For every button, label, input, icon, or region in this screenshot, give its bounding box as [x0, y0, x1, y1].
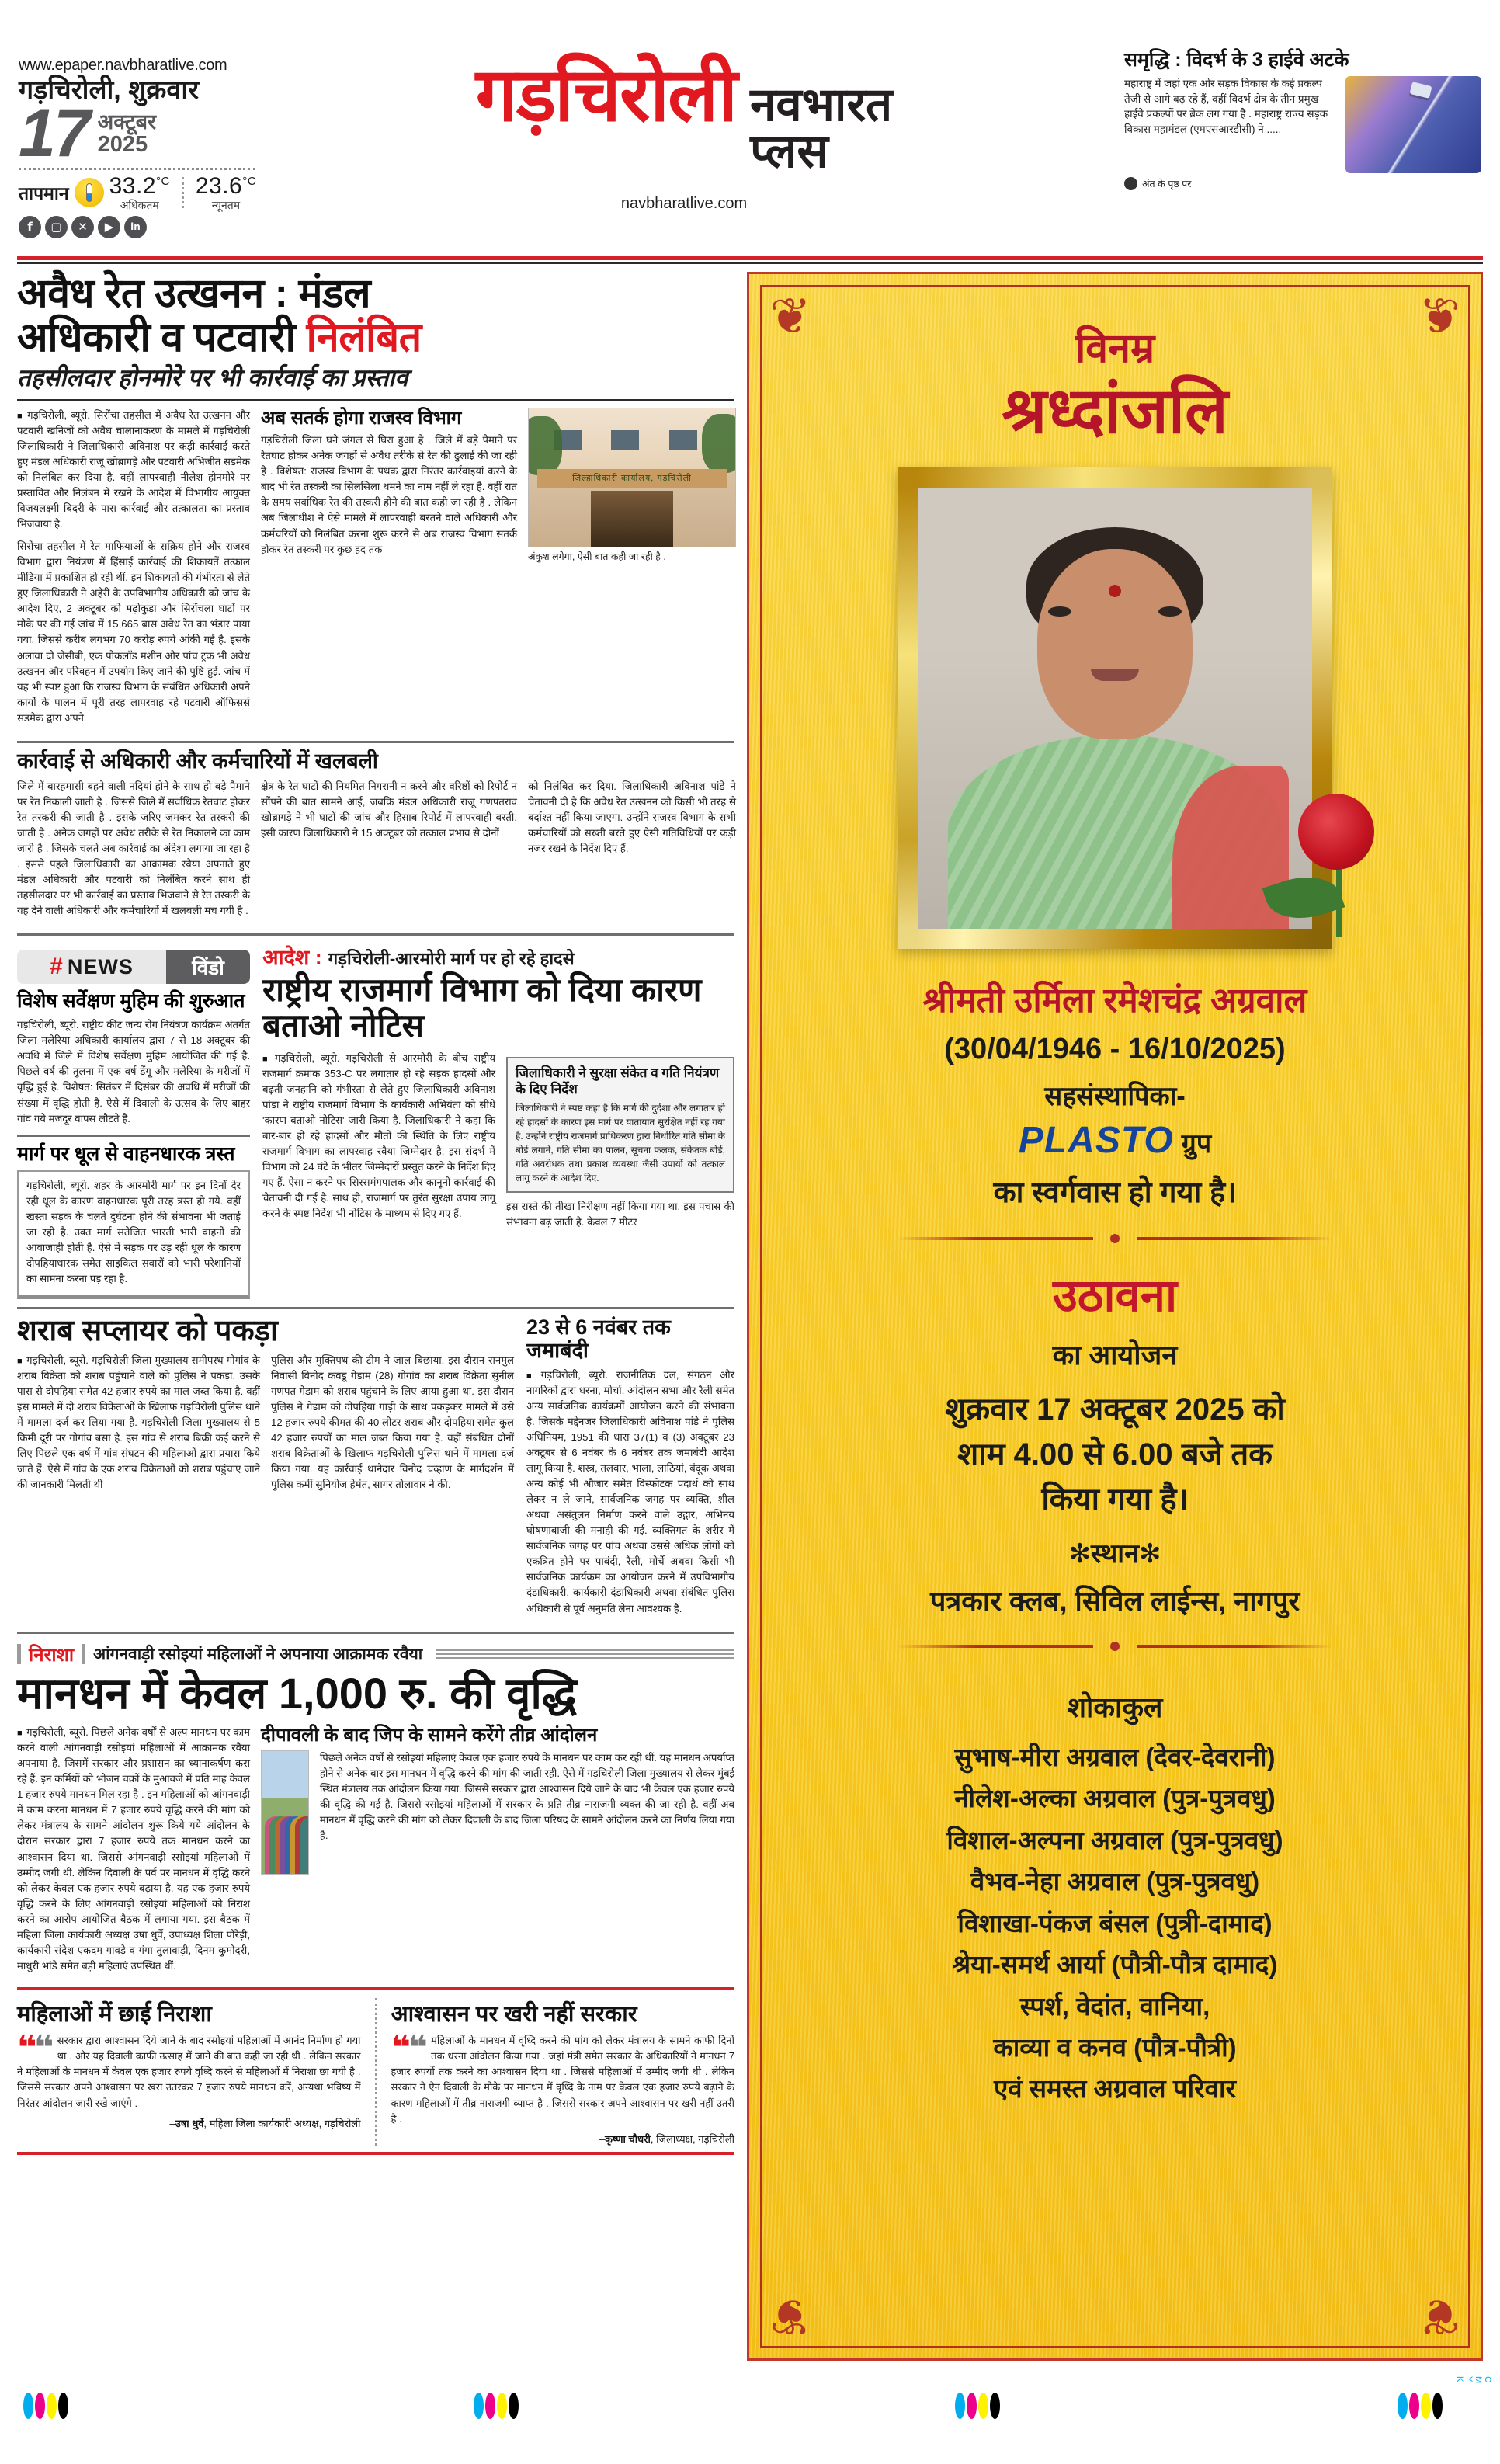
brief-headline: विशेष सर्वेक्षण मुहिम की शुरुआत — [17, 990, 245, 1013]
anganwadi-kicker — [17, 1642, 734, 1667]
newspaper-logo — [252, 43, 1116, 213]
promo-headline: समृद्धि : विदर्भ के 3 हाईवे अटके — [1124, 49, 1349, 71]
liquor-column-1: ■ गड़चिरोली, ब्यूरो. गड़चिरोली जिला मुख्यालय समीपस्थ गोगांव के शराब विक्रेता को शराब पहुंचाने वाले को पुलिस ने पकड़ा. उसके पास से दोपहिया समेत 42 हजार रुपये का माल जब्त किया है. वहीं इस मामले में दो शराब विक्रेताओं के खिलाफ गड़चिरोली पुलिस थाने में मामला दर्ज कर लिया गया है. गड़चिरोली जिला मुख्यालय से 5 किमी दूरी पर गोगांव बसा है. इस गांव से शराब बिक्री कई करने से लिए पिछले एक वर्ष में गांव संघटन की महिलाओं द्वारा प्रयास किये जाते हैं. ऐसे में गांव के एक शराब विक्रेताओं को शराब पहुंचाए जाने की जानकारी मिलती थी — [17, 1353, 260, 1500]
masthead-left-info — [19, 43, 257, 238]
divider — [17, 1307, 734, 1309]
jamabandi-body: ■ गड़चिरोली, ब्यूरो. राजनीतिक दल, संगठन और नागरिकों द्वारा धरना, मोर्चा, आंदोलन सभा और रैली समेत अन्य सार्वजनिक कार्यक्रमों आयोजन करने की संभावना है. जिसके मद्देनजर जिलाधिकारी अविनाश पांडे ने पुलिस अधिनियम, 1951 की धारा 37(1) व (3) अक्टूबर 23 अक्टूबर से 6 नवंबर के 6 नवंबर तक जमाबंदी आदेश लागू किया है. शस्त्र, तलवार, भाला, लाठियां, बंदूक अथवा अन्य कोई भी औजार समेत विस्फोटक पदार्थ को साथ लेकर न ले जाने, सार्वजनिक जगह पर व्यक्ति, शील अथवा असंतुलन निर्माण करने वाले उद्गार, अभिनय घोषणाबाजी की मनाही की गई. व्यक्तिगत के शरीर में सार्वजनिक जगह पर पांच अथवा उससे अधिक लोगों को एकत्रित होने पर पाबंदी, रैली, मोर्चे अथवा किसी भी सार्वजनिक कार्यक्रम का आयोजन करने में उपविभागीय दंडाधिकारी, कार्यकारी दंडाधिकारी अथवा संबंधित पुलिस अधिकारी से पूर्व अनुमति लेना आवश्यक है. — [526, 1368, 734, 1617]
instagram-icon[interactable]: ▢ — [45, 216, 68, 238]
kicker-text: आंगनवाड़ी रसोइयां महिलाओं ने अपनाया आक्रामक रवैया — [93, 1646, 423, 1664]
highlight-note — [506, 1057, 734, 1194]
uthawana-subtitle: का आयोजन — [1052, 1338, 1178, 1371]
social-links[interactable] — [19, 216, 252, 238]
highway-extra-text: इस रास्ते की तीखा निरीक्षण नहीं किया गया था. इस पचास की संभावना बढ़ जाती है. केवल 7 मीटर — [506, 1201, 734, 1229]
uthawana-datetime: शुक्रवार 17 अक्टूबर 2025 को शाम 4.00 से 6.00 बजे तक किया गया है। — [945, 1392, 1285, 1517]
divider-red-thick — [17, 256, 1483, 260]
quote-headline: आश्वासन पर खरी नहीं सरकार — [391, 2002, 637, 2028]
quote-block — [17, 1998, 361, 2146]
mourner-entry: वैभव-नेहा अग्रवाल (पुत्र-पुत्रवधु) — [970, 1867, 1260, 1896]
kicker-label: निराशा — [29, 1644, 75, 1666]
date-month: अक्टूबर — [97, 110, 157, 134]
quote-text: ❝❝ महिलाओं के मानधन में वृध्दि करने की मांग को लेकर मंत्रालय के सामने काफी दिनों तक धरना आंदोलन किया गया . जहां मंत्री समेत सरकार के अधिकारियों ने मानधन 7 हजार रुपयों तक करने का आश्वासन दिया था . जिससे महिलाओं में उम्मीद जगी थी . लेकिन सरकार ने ऐन दिवाली के मौके पर मानधन में वृध्दि के नाम पर केवल एक हजार रुपये बढ़ाने के कारण महिलाओं में तीव्र नाराजगी व्याप्त है . जिससे सरकार अपने आश्वासन पर खरी नहीं उतरी है . — [391, 2029, 734, 2125]
story-column-2 — [261, 408, 517, 733]
story-paragraph: गड़चिरोली जिला घने जंगल से घिरा हुआ है . जिले में बड़े पैमाने पर रेतघाट होकर अनेक जगहों से अवैध तरीके से रेत की ढुलाई की जा रही है . विशेषत: राजस्व विभाग के पथक द्वारा निरंतर कार्रवाइयां करने के बाद भी रेत तस्करी का सिलसिला थमने का नाम नहीं ले रहा है. वहीं रात के समय सर्वाधिक रेत की तस्करी होने की बात कही जा रही है . लेकिन अब जिलाधीश ने ऐसे मामले में लापरवाही बरतने वाले अधिकारी और कर्मचरियों को निलंबित करना शुरू करने से अब राजस्व विभाग सतर्क होकर रेत तस्करी पर कुछ हद तक — [261, 434, 517, 555]
story-column-3 — [528, 408, 736, 733]
kicker-text: गड़चिरोली-आरमोरी मार्ग पर हो रहे हादसे — [328, 949, 575, 969]
temperature-widget — [19, 172, 257, 211]
story-column-1 — [17, 408, 250, 733]
divider — [17, 933, 734, 936]
portrait-frame — [898, 467, 1332, 949]
jamabandi-headline: 23 से 6 नवंबर तक जमाबंदी — [526, 1315, 671, 1363]
mourner-entry: नीलेश-अल्का अग्रवाल (पुत्र-पुत्रवधु) — [954, 1784, 1276, 1813]
anganwadi-column-1: ■ गड़चिरोली, ब्यूरो. पिछले अनेक वर्षों से अल्प मानधन पर काम करने वाली आंगनवाड़ी रसोइयां महिलाओं में आक्रामक रवैया अपनाया है. जिसमें सरकार और प्रशासन का ध्यानाकर्षण करा रहे हैं. इन कर्मियों को भोजन चक्रों के मुआवजे में प्रति माह केवल 1 हजार रुपये मानधन मिल रहा है . इन महिलाओं को आंगनवाड़ी में काम करना मानधन में 7 हजार रुपये वृद्धि करने की मांग को लेकर मंत्रालय के सामने आंदोलन शुरू किये गये आंदोलन के दौरान सरकार द्वारा 7 हजार रुपये तक मानधन करने का आश्वासन दिया था. जिससे आंगनवाड़ी रसोइयां महिलाओं में उम्मीद जगी थी. लेकिन दिवाली के पर्व पर मानधन में वृद्धि करने को लेकर केवल एक हजार रुपये बढ़ाया है. यह एक हजार रुपये वृद्धि करने के लिए आंगनवाड़ी रसोइयां महिलाओं को निराश करने का आरोप आयोजित बैठक में लगाया गया. इस बैठक में महिला जिला कार्यकारी अध्यक्ष उषा धुर्वे, उपाध्यक्ष शिला पोरेड़ी, कार्यकारी संदेश एकदम गावड़े व गंगा तुलावाड़ी, दिनम कुमोदरी, माधुरी भांडे समेत बड़ी महिलाएं उपस्थित थीं. — [17, 1725, 250, 1981]
ornament-divider — [898, 1636, 1332, 1656]
promo-continuation: अंत के पृष्ठ पर — [1142, 179, 1192, 189]
mourner-entry: काव्या व कनव (पौत्र-पौत्री) — [993, 2033, 1237, 2062]
mourner-entry: विशाखा-पंकज बंसल (पुत्री-दामाद) — [957, 1908, 1273, 1937]
arrow-badge-icon — [1124, 177, 1137, 190]
temperature-max-value: $33.2^{^\circ C}$ — [109, 172, 170, 199]
news-column — [17, 272, 747, 2361]
ornament-corner-icon: ❦ — [1418, 288, 1460, 346]
anganwadi-women-group-photo — [261, 1750, 309, 1875]
mourner-entry: एवं समस्त अग्रवाल परिवार — [993, 2074, 1237, 2104]
story-paragraph: को निलंबित कर दिया. जिलाधिकारी अविनाश पांडे ने चेतावनी दी है कि अवैध रेत उत्खनन को किसी भी तरह से बर्दाश्त नहीं किया जाएगा. उन्होंने राजस्व विभाग के सभी कर्मचारियों को सख्ती बरते हुए ऐसी गतिविधियों पर कड़ी नजर रखने के निर्देश दिए हैं. — [528, 780, 736, 854]
venue-label: ✻स्थान✻ — [1068, 1538, 1161, 1569]
divider-dotted-vertical — [182, 177, 184, 208]
brief-body-2: गड़चिरोली, ब्यूरो. शहर के आरमोरी मार्ग पर इन दिनों देर रही धूल के कारण वाहनधारक पूरी तरह त्रस्त हो गये. वहीं खस्ता सड़क के चलते दुर्घटना होने की संभावना भी जताई जा रही है. उक्त मार्ग सतेजित भारती भारी वाहनों की आवाजाही होती है. ऐसे में सड़क पर उड़ रही धूल के कारण दोपहियाधारक समेत साइकिल सवारों को भारी परेशानियों का सामना करना पड़ रहा है. — [17, 1170, 250, 1299]
cmyk-mark — [23, 2393, 68, 2419]
quote-attribution: –कृष्णा चौधरी, जिलाध्यक्ष, गड़चिरोली — [599, 2132, 734, 2145]
promo-teaser[interactable] — [1116, 43, 1481, 190]
cmyk-mark — [955, 2393, 1000, 2419]
ornament-corner-icon: ❦ — [769, 2287, 811, 2344]
hash-icon: # — [50, 954, 63, 980]
temperature-label: तापमान — [19, 182, 69, 203]
mourner-entry: स्पर्श, वेदांत, वानिया, — [1019, 1991, 1210, 2021]
divider-red — [17, 2152, 734, 2155]
linkedin-icon[interactable]: in — [124, 216, 147, 238]
mourner-entry: श्रेया-समर्थ आर्या (पौत्री-पौत्र दामाद) — [952, 1950, 1278, 1979]
mourners-label: शोकाकुल — [1067, 1691, 1163, 1723]
ornament-corner-icon: ❦ — [1418, 2287, 1460, 2344]
logo-city-name: गड़चिरोली — [475, 54, 737, 137]
window-label: विंडो — [166, 950, 250, 984]
quote-attribution: –उषा धुर्वे, महिला जिला कार्यकारी अध्यक्ष, गड़चिरोली — [169, 2117, 361, 2129]
logo-brand-name: नवभारत प्लस — [750, 78, 893, 177]
story-paragraph: जिले में बारहमासी बहने वाली नदियां होने के साथ ही बड़े पैमाने पर रेत निकाली जाती है . जिससे जिले में सर्वाधिक रेतघाट होकर रेत तस्करी की जाती है . इसके जरिए जमकर रेत तस्करी की जाती है . अनेक जगहों पर अवैध तरीके से रेत निकालने का काम जारी है . जिसके चलते अब कार्रवाई का अंदेशा लगाया जा रहा है . इससे पहले जिलाधिकारी का आक्रामक रवैया अपनाते हुए मंडल अधिकारी और पटवारी को निलंबित करने साथ ही तहसीलदार पर भी कार्रवाई का प्रस्ताव भिजवाने से रेत तस्करी के यह देने वाली अधिकारी और कर्मचारियों में खलबली मच गयी है . — [17, 780, 250, 917]
obituary-advertisement — [747, 272, 1483, 2361]
kicker-label: आदेश : — [262, 946, 322, 970]
obituary-title: श्रध्दांजलि — [1002, 376, 1228, 447]
story-column-1 — [17, 779, 250, 926]
brand-site-url[interactable]: navbharatlive.com — [620, 195, 748, 212]
jamabandi-story — [526, 1315, 734, 1623]
quote-block — [391, 1998, 735, 2146]
anganwadi-story — [17, 1642, 734, 2155]
print-registration-marks — [0, 2375, 1500, 2424]
liquor-headline: शराब सप्लायर को पकड़ा — [17, 1315, 278, 1348]
note-headline: जिलाधिकारी ने सुरक्षा संकेत व गति नियंत्रण के दिए निर्देश — [516, 1065, 720, 1096]
decorative-lines — [436, 1649, 734, 1659]
secondary-story-body — [17, 779, 734, 926]
cmyk-mark — [1398, 2393, 1443, 2419]
deceased-dates: (30/04/1946 - 16/10/2025) — [944, 1032, 1286, 1065]
x-twitter-icon[interactable]: ✕ — [71, 216, 94, 238]
news-video-block — [17, 942, 250, 1299]
lead-subheadline: तहसीलदार होनमोरे पर भी कार्रवाई का प्रस्ताव — [17, 364, 408, 392]
story-paragraph: सिरोंचा तहसील में रेत माफियाओं के सक्रिय होने और राजस्व विभाग द्वारा नियंत्रण में हिंसाई कार्रवाई की शिकायतें तत्काल मीडिया में प्रकाशित हो रही थीं. इन शिकायतों की गंभीरता से लेते हुए जिलाधिकारी ने अहेरी के उपविभागीय अधिकारी को जांच के आदेश दिए, 2 अक्टूबर को मढ़ोकुड़ा और सिरोंचला घाटों पर मौके पर की गई जांच में 15,665 ब्रास अवैध रेत का भंडार पाया गया. जिससे करीब लगभग 70 करोड़ रुपये आंकी गई है. इसके अलावा दो जेसीबी, एक पोकलॉंड मशीन और पांच ट्रक भी अवैध उत्खनन और परिवहन में उपयोग किए जाने की पुष्टि हुई. जांच में यह भी स्पष्ट हुआ कि राजस्व विभाग के संबंधित अधिकारी अपने कार्यों के पालन में पूरी तरह लापरवाह रहे पटवारी ऑफिसर्स सडमेक द्वारा अपने — [17, 540, 250, 724]
quote-mark-icon: ❝❝ — [17, 2029, 51, 2068]
story-column-2 — [261, 779, 517, 926]
brief-headline-2: मार्ग पर धूल से वाहनधारक त्रस्त — [17, 1142, 235, 1165]
news-label: NEWS — [67, 954, 134, 978]
edition-city-day: गड़चिरोली, शुक्रवार — [19, 75, 200, 105]
temperature-min-value: $23.6^{^\circ C}$ — [195, 172, 257, 199]
deceased-role: सहसंस्थापिका- — [1044, 1081, 1186, 1111]
anganwadi-column-2 — [261, 1725, 734, 1981]
thermometer-icon — [75, 178, 104, 207]
divider — [17, 1632, 734, 1634]
quote-headline: महिलाओं में छाई निराशा — [17, 2002, 212, 2028]
story-subhead: अब सतर्क होगा राजस्व विभाग — [261, 407, 462, 429]
brand-suffix: ग्रुप — [1181, 1128, 1212, 1159]
note-text: जिलाधिकारी ने स्पष्ट कहा है कि मार्ग की दुर्दशा और लगातार हो रहे हादसों के कारण इस मार्ग पर यातायात सुरक्षित नहीं रह गया है. उन्होंने राष्ट्रीय राजमार्ग प्राधिकरण द्वारा निर्धारित गति सीमा के बोर्ड लगाने, गति सीमा का पालन, सूचना फलक, संकेतक बोर्ड, गति अवरोधक तथा प्रकाश व्यवस्था जैसी उपायों को तत्काल लागू करने के आदेश दिए. — [516, 1103, 725, 1184]
quote-mark-icon: ❝❝ — [391, 2029, 425, 2068]
ornament-divider — [898, 1229, 1332, 1249]
date-year: 2025 — [97, 132, 148, 158]
brief-body: गड़चिरोली, ब्यूरो. राष्ट्रीय कीट जन्य रोग नियंत्रण कार्यक्रम अंतर्गत जिला मलेरिया अधिकारी कार्यालय द्वारा 7 से 18 अक्टूबर की अवधि में जिले में विशेष सर्वेक्षण मुहिम आयोजित की गई है. पिछले वर्ष की तुलना में एक वर्ष डेंगू और मलेरिया के मरीजों में वृद्धि हुई है. विशेषत: सितंबर में दिसंबर की अवधि में मरीजों की संख्या में वृद्धि होती है. ऐसे में दिवाली के उत्सव के लिए बाहर गांव गये मजदूर वापस लौटते हैं. — [17, 1019, 250, 1124]
office-signboard: जिल्हाधिकारी कार्यालय, गडचिरोली — [537, 469, 727, 488]
highway-column-2 — [506, 1051, 734, 1231]
divider — [17, 1135, 250, 1137]
story-column-3 — [528, 779, 736, 926]
deceased-name: श्रीमती उर्मिला रमेशचंद्र अग्रवाल — [922, 981, 1307, 1020]
date-day: 17 — [19, 96, 89, 172]
plasto-logo: PLASTO — [1018, 1119, 1174, 1161]
photo-caption: अंकुश लगेगा, ऐसी बात कही जा रही है . — [528, 551, 666, 562]
mid-section — [17, 942, 734, 1299]
mourner-entry: विशाल-अल्पना अग्रवाल (पुत्र-पुत्रवधु) — [946, 1825, 1283, 1854]
venue-address: पत्रकार क्लब, सिविल लाईन्स, नागपुर — [929, 1584, 1300, 1617]
deceased-portrait — [918, 488, 1312, 929]
liquor-story — [17, 1315, 514, 1623]
kicker — [262, 942, 734, 971]
divider — [17, 399, 734, 401]
quote-text: ❝❝ सरकार द्वारा आश्वासन दिये जाने के बाद रसोइयां महिलाओं में आनंद निर्माण हो गया था . और यह दिवाली काफी उत्साह में जाने की बात कही जा रही थी . लेकिन सरकार ने महिलाओं के मानधन में केवल एक हजार रुपये वृध्दि करने से महिलाओं में निराशा छा गयी है . जिससे सरकार अपने आश्वासन पर खरा उतरकर 7 हजार रुपये मानधन करें, अन्यथा भविष्य में निरंतर आंदोलन जारी रखे जाएंगे . — [17, 2029, 361, 2109]
highway-column-1: ■ गड़चिरोली, ब्यूरो. गड़चिरोली से आरमोरी के बीच राष्ट्रीय राजमार्ग क्रमांक 353-C पर लगातार हो रहे सड़क हादसों और बढ़ती जनहानि को गंभीरता से लेते हुए जिलाधिकारी अविनाश पांडा ने राष्ट्रीय राजमार्ग विभाग के कार्यकारी अभियंता को सीधे 'कारण बताओ नोटिस' जारी किया है. जिलाधिकारी ने कहा कि बार-बार हो रहे हादसों और मौतों की स्थिति के लिए राष्ट्रीय राजमार्ग विभाग का लापरवाह रवैया जिम्मेदार है. इस संदर्भ में विभाग को 24 घंटे के भीतर जिम्मेदारों प्रस्तुत करने के निर्देश दिए गए हैं. ऐसा न करने पर सिस्समंगपालक और कानूनी कार्रवाई की चेतावनी दी गई है. साथ ही, राजमार्ग पर तुरंत सुरक्षा उपाय लागू करने के स्पष्ट निर्देश भी नोटिस के माध्यम से दिए गए हैं. — [262, 1051, 495, 1231]
cmyk-mark — [474, 2393, 519, 2419]
anganwadi-column-3: पिछले अनेक वर्षों से रसोइयां महिलाएं केवल एक हजार रुपये के मानधन पर काम कर रही थीं. यह मानधन अपर्याप्त होने से अनेक बार इस मानधन में वृद्धि करने की मांग की जाती रही. ऐसे में गड़चिरोली जिला मुख्यालय से लेकर मुंबई स्थित मंत्रालय तक आंदोलन किया गया. जिससे सरकार द्वारा आश्वासन दिये जाने के बाद भी केवल एक हजार रुपये की वृद्धि की गई है. जिससे रसोइयां महिलाओं में सरकार के प्रति तीव्र नाराजगी व्यक्त की जा रही है. वहीं अब मानधन में वृद्धि करने की मांग को लेकर दिवाली के बाद जिला परिषद के सामने आंदोलन करने का निर्णय लिया गया है. — [319, 1751, 734, 1841]
divider — [17, 741, 734, 743]
quote-blocks — [17, 1998, 734, 2146]
lead-story-body — [17, 408, 734, 733]
ornament-corner-icon: ❦ — [769, 288, 811, 346]
anganwadi-headline: मानधन में केवल 1,000 रु. की वृद्धि — [17, 1668, 577, 1718]
highway-photo — [1345, 76, 1481, 173]
news-window-tag[interactable] — [17, 950, 250, 984]
news-tag-left[interactable] — [17, 950, 166, 984]
rose-flower-icon — [1262, 794, 1379, 941]
temperature-max-caption: अधिकतम — [120, 198, 159, 211]
publication-date — [19, 96, 252, 172]
lead-headline: अवैध रेत उत्खनन : मंडल अधिकारी व पटवारी निलंबित — [17, 271, 422, 361]
anganwadi-subheadline: दीपावली के बाद जिप के सामने करेंगे तीव्र आंदोलन — [261, 1725, 598, 1746]
youtube-icon[interactable]: ▶ — [98, 216, 120, 238]
highway-notice-block — [262, 942, 734, 1299]
epaper-url[interactable]: www.epaper.navbharatlive.com — [19, 57, 227, 74]
cmyk-label: C M Y K — [1455, 2375, 1492, 2385]
mourner-entry: सुभाष-मीरा अग्रवाल (देवर-देवरानी) — [954, 1742, 1276, 1771]
mourners-list — [946, 1736, 1283, 2110]
collector-office-photo — [528, 408, 736, 547]
temperature-min-caption: न्यूनतम — [211, 198, 241, 211]
obituary-salutation: विनम्र — [1075, 326, 1155, 371]
divider-red — [17, 1987, 734, 1990]
facebook-icon[interactable]: f — [19, 216, 41, 238]
liquor-column-2: पुलिस और मुक्तिपथ की टीम ने जाल बिछाया. इस दौरान रानमुल निवासी विनोद कवडू गेडाम (28) गोगांव का शराब विक्रेता सुनील गणपत गेडाम को शराब पहुंचाने के लिए आया हुआ था. इस दौरान पुलिस ने गेडाम को दोपहिया गाड़ी के साथ पकड़कर मामले में उसे 12 हजार रुपये कीमत की 40 लीटर शराब और दोपहिया समेत कुल 42 हजार रुपयों का माल जब्त किया गया है. वहीं संबंधित दोनों शराब विक्रेताओं के खिलाफ गड़चिरोली पुलिस थाने में मामला दर्ज किया गया. यह कार्रवाई थानेदार विनोद चव्हाण के मार्गदर्शन में पुलिस कर्मी सुनियोज हेमंत, सागर तोलावार ने की. — [271, 1354, 514, 1491]
divider-dotted-vertical — [375, 1998, 377, 2146]
highway-headline: राष्ट्रीय राजमार्ग विभाग को दिया कारण बताओ नोटिस — [262, 971, 702, 1044]
story-paragraph: क्षेत्र के रेत घाटों की नियमित निगरानी न करने और वरिष्ठों को रिपोर्ट न सौंपने की बात सामने आई, जबकि मंडल अधिकारी राजू गणपतराव खोब्रागड़े ने भी घाटों की जांच और हिसाब रिपोर्ट में लापरवाही बरती. इसी कारण जिलाधिकारी ने 15 अक्टूबर को तत्काल प्रभाव से दोनों — [261, 780, 517, 839]
masthead — [0, 0, 1500, 256]
uthawana-title: उठावना — [1053, 1270, 1177, 1321]
lower-section — [17, 1315, 734, 1623]
promo-text: महाराष्ट्र में जहां एक ओर सड़क विकास के कई प्रकल्प तेजी से आगे बढ़ रहे हैं, वहीं विदर्भ क्षेत्र के तीन प्रमुख हाईवे प्रकल्पों पर ब्रेक लग गया है . महाराष्ट्र राज्य सड़क विकास महामंडल (एमएसआरडीसी) ने ..... — [1124, 78, 1328, 135]
story-paragraph: ■ गड़चिरोली, ब्यूरो. सिरोंचा तहसील में अवैध रेत उत्खनन और पटवारी खनिजों को अवैध चालानाकरण के मामले में गड़चिरोली जिलाधिकारी ने जिलाधिकारी अविनाश पर कड़ी कार्रवाई करते हुए मंडल अधिकारी राजू खोब्रागड़े और पटवारी अभिजीत सडमेक को निलंबित कर दिया है. वहीं लापरवाही नीलेश होनमोरे पर प्रस्तावित और निलंबन में रखने के आदेश में विभागीय आयुक्त विजयलक्ष्मी बिदरी के पास कार्रवाई और तत्कालता का प्रस्ताव भिजवाया है. — [17, 408, 250, 533]
secondary-headline: कार्रवाई से अधिकारी और कर्मचारियों में खलबली — [17, 749, 378, 773]
passing-statement: का स्वर्गवास हो गया है। — [993, 1176, 1237, 1209]
page-content — [0, 264, 1500, 2361]
